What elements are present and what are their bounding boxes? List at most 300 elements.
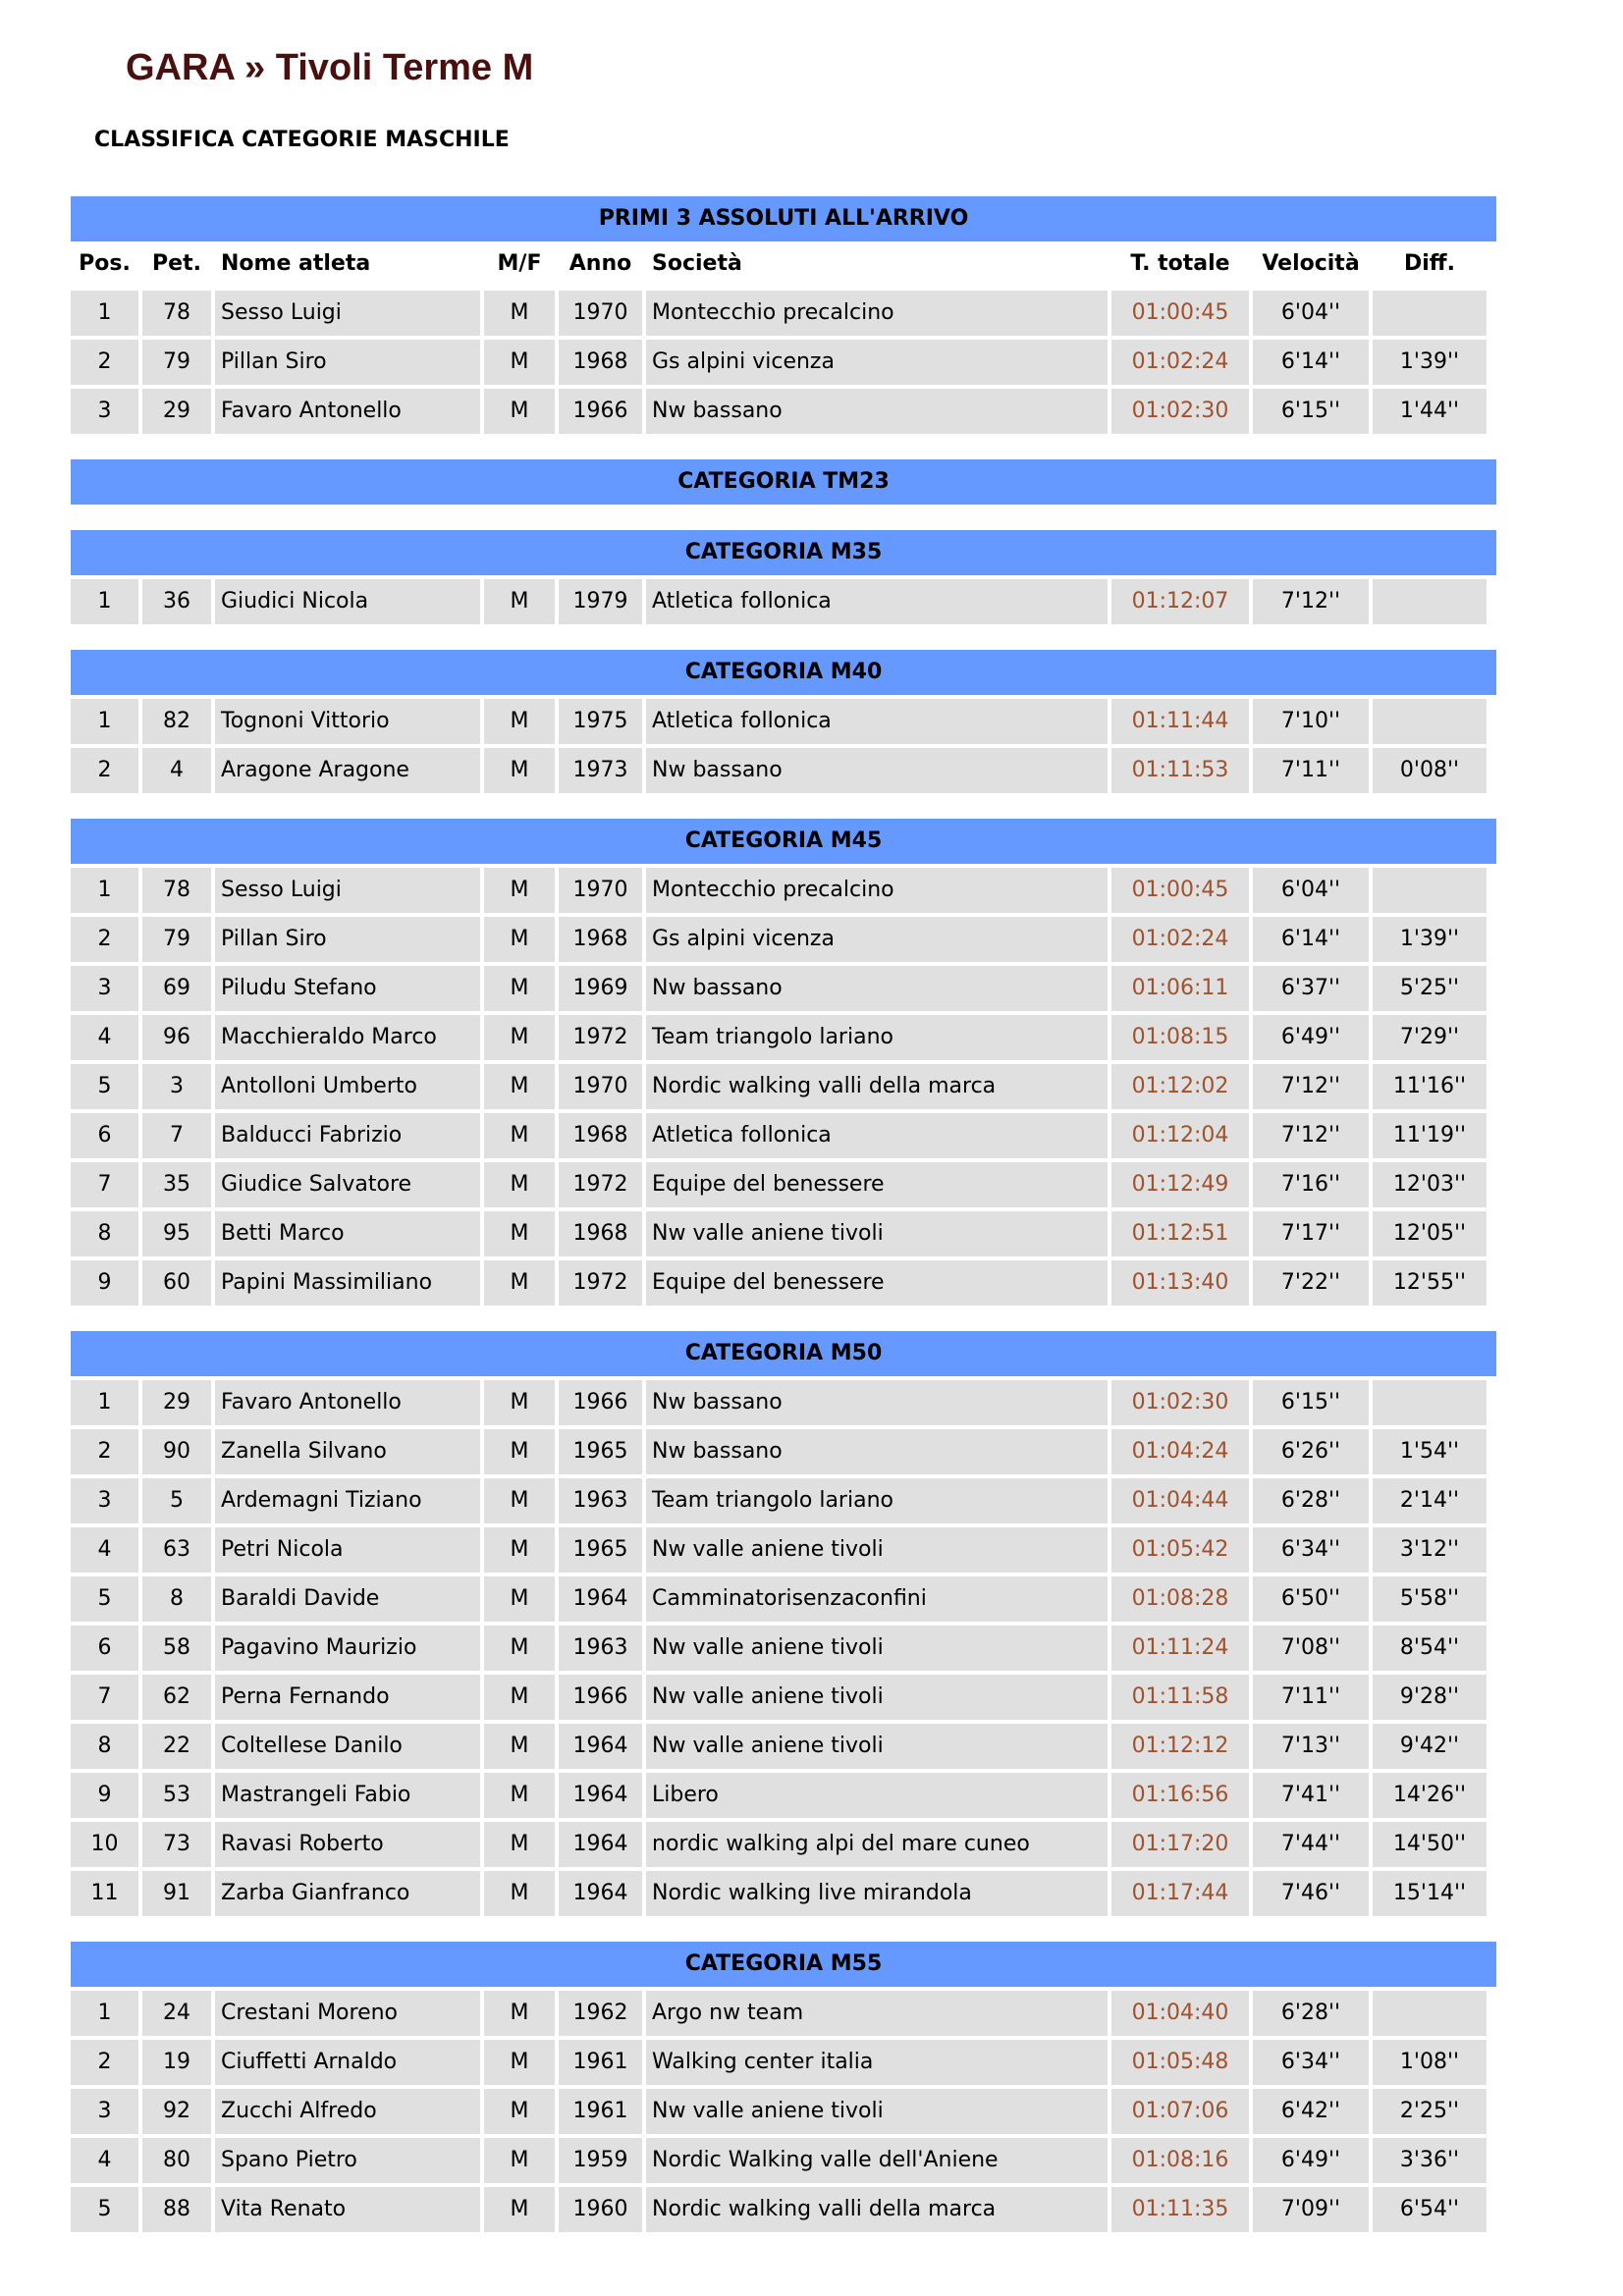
table-row	[71, 1576, 1496, 1622]
speed-cell: 7'11''	[1253, 748, 1369, 793]
pos-cell: 4	[71, 1527, 138, 1573]
bib-cell: 60	[142, 1260, 211, 1306]
gap-cell: 11'19''	[1373, 1113, 1487, 1158]
speed-cell: 6'14''	[1253, 917, 1369, 962]
total-time-cell: 01:06:11	[1111, 966, 1249, 1011]
bib-cell: 3	[142, 1064, 211, 1109]
athlete-name-cell: Piludu Stefano	[215, 966, 480, 1011]
pos-cell: 5	[71, 2187, 138, 2232]
table-row	[71, 966, 1496, 1011]
table-row	[71, 1478, 1496, 1523]
athlete-name-cell: Petri Nicola	[215, 1527, 480, 1573]
year-cell: 1973	[559, 748, 642, 793]
gap-cell: 1'54''	[1373, 1429, 1487, 1474]
pos-cell: 4	[71, 2138, 138, 2183]
bib-cell: 91	[142, 1871, 211, 1916]
gap-cell: 12'55''	[1373, 1260, 1487, 1306]
year-cell: 1961	[559, 2040, 642, 2085]
speed-cell: 7'41''	[1253, 1773, 1369, 1818]
club-cell: Equipe del benessere	[646, 1260, 1108, 1306]
gap-cell: 5'25''	[1373, 966, 1487, 1011]
table-row	[71, 1773, 1496, 1818]
gender-cell: M	[484, 1211, 555, 1256]
gender-cell: M	[484, 389, 555, 434]
year-cell: 1964	[559, 1724, 642, 1769]
year-cell: 1968	[559, 1113, 642, 1158]
club-cell: Nw valle aniene tivoli	[646, 1724, 1108, 1769]
gender-cell: M	[484, 2187, 555, 2232]
club-cell: Equipe del benessere	[646, 1162, 1108, 1207]
gap-cell	[1373, 868, 1487, 913]
gap-cell: 15'14''	[1373, 1871, 1487, 1916]
club-cell: Nw valle aniene tivoli	[646, 2089, 1108, 2134]
column-header: Diff.	[1404, 251, 1455, 276]
gap-cell	[1373, 579, 1487, 624]
total-time-cell: 01:05:42	[1111, 1527, 1249, 1573]
gap-cell: 9'42''	[1373, 1724, 1487, 1769]
speed-cell: 6'15''	[1253, 1380, 1369, 1425]
year-cell: 1964	[559, 1773, 642, 1818]
category-header: CATEGORIA M45	[71, 819, 1496, 864]
bib-cell: 62	[142, 1675, 211, 1720]
table-row	[71, 389, 1496, 434]
club-cell: Nordic Walking valle dell'Aniene	[646, 2138, 1108, 2183]
gender-cell: M	[484, 1064, 555, 1109]
club-cell: Nw bassano	[646, 1380, 1108, 1425]
category-section	[71, 650, 1496, 793]
speed-cell: 7'13''	[1253, 1724, 1369, 1769]
speed-cell: 7'17''	[1253, 1211, 1369, 1256]
club-cell: Atletica follonica	[646, 579, 1108, 624]
gender-cell: M	[484, 1576, 555, 1622]
section-spacer	[71, 505, 1496, 530]
total-time-cell: 01:02:24	[1111, 917, 1249, 962]
pos-cell: 5	[71, 1064, 138, 1109]
gap-cell: 9'28''	[1373, 1675, 1487, 1720]
total-time-cell: 01:02:24	[1111, 340, 1249, 385]
pos-cell: 7	[71, 1162, 138, 1207]
speed-cell: 7'12''	[1253, 579, 1369, 624]
bib-cell: 36	[142, 579, 211, 624]
gender-cell: M	[484, 699, 555, 744]
total-time-cell: 01:00:45	[1111, 291, 1249, 336]
total-time-cell: 01:12:07	[1111, 579, 1249, 624]
bib-cell: 82	[142, 699, 211, 744]
year-cell: 1970	[559, 868, 642, 913]
athlete-name-cell: Zanella Silvano	[215, 1429, 480, 1474]
speed-cell: 7'12''	[1253, 1113, 1369, 1158]
club-cell: Team triangolo lariano	[646, 1015, 1108, 1060]
year-cell: 1972	[559, 1015, 642, 1060]
total-time-cell: 01:11:44	[1111, 699, 1249, 744]
gap-cell: 1'44''	[1373, 389, 1487, 434]
gap-cell: 1'39''	[1373, 340, 1487, 385]
year-cell: 1975	[559, 699, 642, 744]
year-cell: 1966	[559, 1675, 642, 1720]
gender-cell: M	[484, 2040, 555, 2085]
pos-cell: 4	[71, 1015, 138, 1060]
pos-cell: 2	[71, 340, 138, 385]
year-cell: 1966	[559, 1380, 642, 1425]
athlete-name-cell: Papini Massimiliano	[215, 1260, 480, 1306]
table-row	[71, 2040, 1496, 2085]
speed-cell: 6'34''	[1253, 1527, 1369, 1573]
category-header: CATEGORIA M55	[71, 1942, 1496, 1987]
gap-cell: 14'50''	[1373, 1822, 1487, 1867]
table-row	[71, 1626, 1496, 1671]
gap-cell: 3'12''	[1373, 1527, 1487, 1573]
category-section	[71, 196, 1496, 434]
gap-cell: 7'29''	[1373, 1015, 1487, 1060]
club-cell: Nw bassano	[646, 748, 1108, 793]
speed-cell: 6'34''	[1253, 2040, 1369, 2085]
section-spacer	[71, 1916, 1496, 1942]
club-cell: Atletica follonica	[646, 699, 1108, 744]
year-cell: 1963	[559, 1626, 642, 1671]
athlete-name-cell: Macchieraldo Marco	[215, 1015, 480, 1060]
gender-cell: M	[484, 1380, 555, 1425]
total-time-cell: 01:12:51	[1111, 1211, 1249, 1256]
year-cell: 1968	[559, 1211, 642, 1256]
total-time-cell: 01:11:53	[1111, 748, 1249, 793]
club-cell: Camminatorisenzaconfini	[646, 1576, 1108, 1622]
total-time-cell: 01:08:16	[1111, 2138, 1249, 2183]
club-cell: Nordic walking valli della marca	[646, 1064, 1108, 1109]
bib-cell: 63	[142, 1527, 211, 1573]
athlete-name-cell: Antolloni Umberto	[215, 1064, 480, 1109]
pos-cell: 11	[71, 1871, 138, 1916]
bib-cell: 29	[142, 389, 211, 434]
gender-cell: M	[484, 1675, 555, 1720]
total-time-cell: 01:11:35	[1111, 2187, 1249, 2232]
gap-cell	[1373, 1380, 1487, 1425]
year-cell: 1972	[559, 1260, 642, 1306]
athlete-name-cell: Aragone Aragone	[215, 748, 480, 793]
table-row	[71, 579, 1496, 624]
table-row	[71, 2089, 1496, 2134]
gap-cell: 11'16''	[1373, 1064, 1487, 1109]
year-cell: 1979	[559, 579, 642, 624]
gap-cell: 5'58''	[1373, 1576, 1487, 1622]
section-spacer	[71, 793, 1496, 819]
year-cell: 1965	[559, 1527, 642, 1573]
page-title: GARA » Tivoli Terme M	[126, 47, 534, 88]
gender-cell: M	[484, 1724, 555, 1769]
category-header: CATEGORIA M50	[71, 1331, 1496, 1376]
athlete-name-cell: Favaro Antonello	[215, 1380, 480, 1425]
category-section	[71, 459, 1496, 505]
speed-cell: 6'49''	[1253, 2138, 1369, 2183]
athlete-name-cell: Sesso Luigi	[215, 868, 480, 913]
bib-cell: 95	[142, 1211, 211, 1256]
gap-cell	[1373, 291, 1487, 336]
pos-cell: 6	[71, 1626, 138, 1671]
speed-cell: 6'37''	[1253, 966, 1369, 1011]
pos-cell: 3	[71, 966, 138, 1011]
column-header-row	[71, 241, 1496, 287]
speed-cell: 7'46''	[1253, 1871, 1369, 1916]
table-row	[71, 1991, 1496, 2036]
speed-cell: 7'12''	[1253, 1064, 1369, 1109]
year-cell: 1964	[559, 1576, 642, 1622]
category-header: CATEGORIA M35	[71, 530, 1496, 575]
table-row	[71, 868, 1496, 913]
gender-cell: M	[484, 748, 555, 793]
bib-cell: 79	[142, 340, 211, 385]
athlete-name-cell: Pillan Siro	[215, 917, 480, 962]
gap-cell: 2'14''	[1373, 1478, 1487, 1523]
club-cell: Montecchio precalcino	[646, 868, 1108, 913]
gender-cell: M	[484, 2138, 555, 2183]
bib-cell: 24	[142, 1991, 211, 2036]
athlete-name-cell: Sesso Luigi	[215, 291, 480, 336]
gender-cell: M	[484, 868, 555, 913]
category-section	[71, 530, 1496, 624]
table-row	[71, 1429, 1496, 1474]
gender-cell: M	[484, 1991, 555, 2036]
bib-cell: 53	[142, 1773, 211, 1818]
club-cell: Nordic walking live mirandola	[646, 1871, 1108, 1916]
section-spacer	[71, 1306, 1496, 1331]
athlete-name-cell: Spano Pietro	[215, 2138, 480, 2183]
club-cell: Argo nw team	[646, 1991, 1108, 2036]
speed-cell: 6'14''	[1253, 340, 1369, 385]
club-cell: Montecchio precalcino	[646, 291, 1108, 336]
athlete-name-cell: Tognoni Vittorio	[215, 699, 480, 744]
table-row	[71, 340, 1496, 385]
total-time-cell: 01:02:30	[1111, 1380, 1249, 1425]
table-row	[71, 1724, 1496, 1769]
column-header: Nome atleta	[221, 251, 371, 276]
athlete-name-cell: Ravasi Roberto	[215, 1822, 480, 1867]
club-cell: Nordic walking valli della marca	[646, 2187, 1108, 2232]
year-cell: 1966	[559, 389, 642, 434]
athlete-name-cell: Ardemagni Tiziano	[215, 1478, 480, 1523]
year-cell: 1961	[559, 2089, 642, 2134]
results-container	[71, 196, 1496, 2232]
pos-cell: 3	[71, 1478, 138, 1523]
table-row	[71, 1015, 1496, 1060]
club-cell: Nw valle aniene tivoli	[646, 1211, 1108, 1256]
year-cell: 1964	[559, 1822, 642, 1867]
athlete-name-cell: Vita Renato	[215, 2187, 480, 2232]
gender-cell: M	[484, 1260, 555, 1306]
club-cell: Nw bassano	[646, 389, 1108, 434]
athlete-name-cell: Zucchi Alfredo	[215, 2089, 480, 2134]
club-cell: Nw valle aniene tivoli	[646, 1527, 1108, 1573]
gender-cell: M	[484, 1429, 555, 1474]
table-row	[71, 748, 1496, 793]
column-header: Pet.	[152, 251, 201, 276]
gender-cell: M	[484, 917, 555, 962]
pos-cell: 1	[71, 1380, 138, 1425]
pos-cell: 1	[71, 699, 138, 744]
speed-cell: 7'11''	[1253, 1675, 1369, 1720]
gap-cell: 3'36''	[1373, 2138, 1487, 2183]
club-cell: Nw valle aniene tivoli	[646, 1675, 1108, 1720]
athlete-name-cell: Favaro Antonello	[215, 389, 480, 434]
bib-cell: 5	[142, 1478, 211, 1523]
table-row	[71, 1527, 1496, 1573]
gender-cell: M	[484, 1478, 555, 1523]
table-row	[71, 1871, 1496, 1916]
gender-cell: M	[484, 2089, 555, 2134]
bib-cell: 78	[142, 868, 211, 913]
total-time-cell: 01:17:20	[1111, 1822, 1249, 1867]
pos-cell: 2	[71, 748, 138, 793]
pos-cell: 3	[71, 2089, 138, 2134]
year-cell: 1970	[559, 1064, 642, 1109]
total-time-cell: 01:02:30	[1111, 389, 1249, 434]
table-row	[71, 291, 1496, 336]
gender-cell: M	[484, 1113, 555, 1158]
bib-cell: 22	[142, 1724, 211, 1769]
gap-cell: 8'54''	[1373, 1626, 1487, 1671]
club-cell: Atletica follonica	[646, 1113, 1108, 1158]
table-row	[71, 699, 1496, 744]
speed-cell: 6'26''	[1253, 1429, 1369, 1474]
pos-cell: 1	[71, 291, 138, 336]
athlete-name-cell: Pillan Siro	[215, 340, 480, 385]
speed-cell: 7'44''	[1253, 1822, 1369, 1867]
column-header: Pos.	[79, 251, 131, 276]
table-row	[71, 1064, 1496, 1109]
column-header: Società	[652, 251, 742, 276]
total-time-cell: 01:12:02	[1111, 1064, 1249, 1109]
bib-cell: 19	[142, 2040, 211, 2085]
year-cell: 1963	[559, 1478, 642, 1523]
table-row	[71, 917, 1496, 962]
speed-cell: 6'28''	[1253, 1991, 1369, 2036]
gender-cell: M	[484, 340, 555, 385]
pos-cell: 10	[71, 1822, 138, 1867]
gap-cell	[1373, 1991, 1487, 2036]
total-time-cell: 01:12:04	[1111, 1113, 1249, 1158]
total-time-cell: 01:11:58	[1111, 1675, 1249, 1720]
total-time-cell: 01:07:06	[1111, 2089, 1249, 2134]
year-cell: 1968	[559, 917, 642, 962]
club-cell: Gs alpini vicenza	[646, 917, 1108, 962]
gap-cell: 0'08''	[1373, 748, 1487, 793]
bib-cell: 69	[142, 966, 211, 1011]
table-row	[71, 1162, 1496, 1207]
pos-cell: 1	[71, 579, 138, 624]
speed-cell: 6'42''	[1253, 2089, 1369, 2134]
club-cell: Walking center italia	[646, 2040, 1108, 2085]
pos-cell: 2	[71, 1429, 138, 1474]
bib-cell: 90	[142, 1429, 211, 1474]
club-cell: Nw bassano	[646, 1429, 1108, 1474]
bib-cell: 78	[142, 291, 211, 336]
section-spacer	[71, 624, 1496, 650]
pos-cell: 3	[71, 389, 138, 434]
gap-cell: 2'25''	[1373, 2089, 1487, 2134]
athlete-name-cell: Baraldi Davide	[215, 1576, 480, 1622]
category-header: PRIMI 3 ASSOLUTI ALL'ARRIVO	[71, 196, 1496, 241]
gender-cell: M	[484, 1162, 555, 1207]
club-cell: Team triangolo lariano	[646, 1478, 1108, 1523]
speed-cell: 7'09''	[1253, 2187, 1369, 2232]
gap-cell: 12'05''	[1373, 1211, 1487, 1256]
total-time-cell: 01:00:45	[1111, 868, 1249, 913]
category-header: CATEGORIA TM23	[71, 459, 1496, 505]
gender-cell: M	[484, 1871, 555, 1916]
pos-cell: 9	[71, 1260, 138, 1306]
total-time-cell: 01:04:40	[1111, 1991, 1249, 2036]
year-cell: 1968	[559, 340, 642, 385]
pos-cell: 8	[71, 1211, 138, 1256]
total-time-cell: 01:13:40	[1111, 1260, 1249, 1306]
speed-cell: 6'04''	[1253, 868, 1369, 913]
column-header: Velocità	[1262, 251, 1360, 276]
gender-cell: M	[484, 291, 555, 336]
speed-cell: 6'04''	[1253, 291, 1369, 336]
athlete-name-cell: Crestani Moreno	[215, 1991, 480, 2036]
page-subtitle: CLASSIFICA CATEGORIE MASCHILE	[94, 128, 510, 152]
speed-cell: 7'22''	[1253, 1260, 1369, 1306]
year-cell: 1962	[559, 1991, 642, 2036]
gender-cell: M	[484, 579, 555, 624]
bib-cell: 96	[142, 1015, 211, 1060]
athlete-name-cell: Betti Marco	[215, 1211, 480, 1256]
category-header: CATEGORIA M40	[71, 650, 1496, 695]
speed-cell: 6'50''	[1253, 1576, 1369, 1622]
gap-cell: 12'03''	[1373, 1162, 1487, 1207]
athlete-name-cell: Coltellese Danilo	[215, 1724, 480, 1769]
speed-cell: 7'10''	[1253, 699, 1369, 744]
bib-cell: 29	[142, 1380, 211, 1425]
gender-cell: M	[484, 1773, 555, 1818]
speed-cell: 6'28''	[1253, 1478, 1369, 1523]
bib-cell: 58	[142, 1626, 211, 1671]
year-cell: 1960	[559, 2187, 642, 2232]
year-cell: 1972	[559, 1162, 642, 1207]
pos-cell: 9	[71, 1773, 138, 1818]
bib-cell: 73	[142, 1822, 211, 1867]
bib-cell: 88	[142, 2187, 211, 2232]
year-cell: 1964	[559, 1871, 642, 1916]
speed-cell: 6'15''	[1253, 389, 1369, 434]
total-time-cell: 01:04:44	[1111, 1478, 1249, 1523]
total-time-cell: 01:08:28	[1111, 1576, 1249, 1622]
column-header: Anno	[568, 251, 632, 276]
club-cell: Nw bassano	[646, 966, 1108, 1011]
pos-cell: 5	[71, 1576, 138, 1622]
gender-cell: M	[484, 1015, 555, 1060]
pos-cell: 2	[71, 917, 138, 962]
pos-cell: 1	[71, 1991, 138, 2036]
athlete-name-cell: Giudice Salvatore	[215, 1162, 480, 1207]
category-section	[71, 1331, 1496, 1916]
athlete-name-cell: Ciuffetti Arnaldo	[215, 2040, 480, 2085]
gap-cell: 6'54''	[1373, 2187, 1487, 2232]
gender-cell: M	[484, 1626, 555, 1671]
gap-cell: 14'26''	[1373, 1773, 1487, 1818]
athlete-name-cell: Giudici Nicola	[215, 579, 480, 624]
column-header: M/F	[497, 251, 542, 276]
table-row	[71, 2138, 1496, 2183]
pos-cell: 6	[71, 1113, 138, 1158]
athlete-name-cell: Balducci Fabrizio	[215, 1113, 480, 1158]
year-cell: 1965	[559, 1429, 642, 1474]
bib-cell: 35	[142, 1162, 211, 1207]
table-row	[71, 1822, 1496, 1867]
year-cell: 1969	[559, 966, 642, 1011]
total-time-cell: 01:17:44	[1111, 1871, 1249, 1916]
club-cell: nordic walking alpi del mare cuneo	[646, 1822, 1108, 1867]
pos-cell: 1	[71, 868, 138, 913]
category-section	[71, 1942, 1496, 2232]
